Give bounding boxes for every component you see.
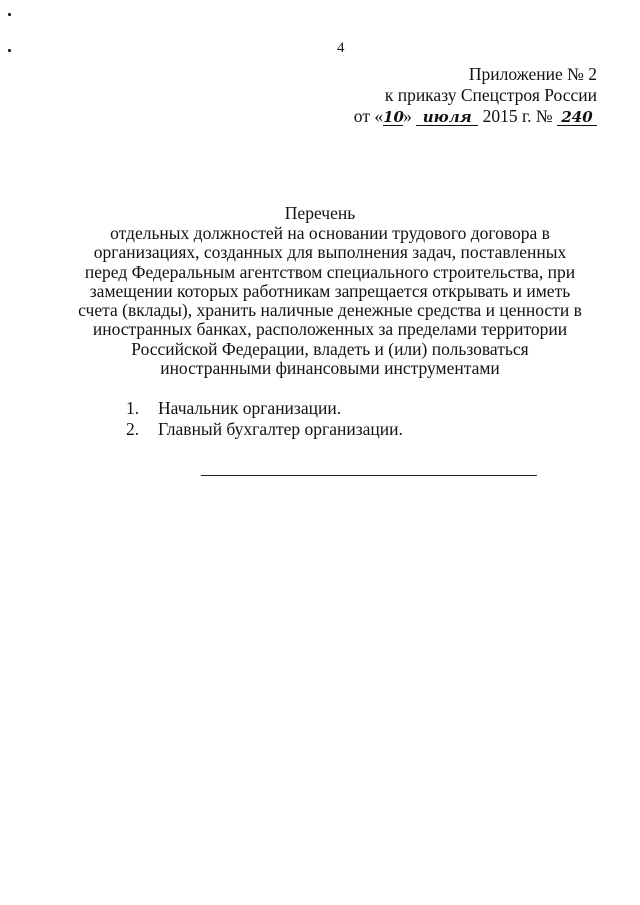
handwritten-order-number: 240 — [557, 109, 597, 126]
list-item — [126, 419, 403, 440]
subtitle-line: организациях, созданных для выполнения задач, поставленных — [93, 242, 567, 263]
document-title: Перечень — [284, 203, 356, 223]
list-item — [126, 398, 403, 419]
subtitle-line: отдельных должностей на основании трудового договора в — [110, 223, 550, 243]
scan-mark-top — [8, 13, 11, 16]
subtitle-line: счета (вклады), хранить наличные денежные средства и ценности в — [78, 300, 582, 321]
subtitle-line: Российской Федерации, владеть и (или) пользоваться — [131, 338, 529, 359]
list-item-text: Главный бухгалтер организации. — [158, 419, 403, 439]
positions-list — [126, 398, 403, 440]
list-item-number: 1. — [126, 398, 140, 418]
document-subtitle — [60, 224, 600, 378]
appendix-date-line — [354, 106, 597, 127]
list-item-text: Начальник организации. — [158, 398, 342, 418]
subtitle-line: иностранных банках, расположенных за пределами территории — [92, 319, 568, 340]
handwritten-day: 10 — [383, 108, 404, 126]
subtitle-line: перед Федеральным агентством специального строительства, при — [84, 261, 576, 282]
appendix-title: Приложение № 2 — [468, 64, 597, 84]
list-item-number: 2. — [126, 419, 140, 439]
date-day-close: » — [403, 106, 412, 126]
scan-mark-bottom — [8, 49, 11, 52]
page-number: 4 — [337, 40, 345, 56]
date-prefix: от « — [353, 106, 384, 126]
date-year-text: 2015 г. № — [482, 106, 553, 126]
closing-divider — [201, 475, 537, 476]
appendix-order-reference: к приказу Спецстроя России — [384, 85, 597, 105]
appendix-header — [354, 64, 597, 127]
handwritten-month: июля — [416, 109, 478, 126]
subtitle-line: иностранными финансовыми инструментами — [160, 358, 500, 379]
subtitle-line: замещении которых работникам запрещается открывать и иметь — [89, 280, 571, 301]
